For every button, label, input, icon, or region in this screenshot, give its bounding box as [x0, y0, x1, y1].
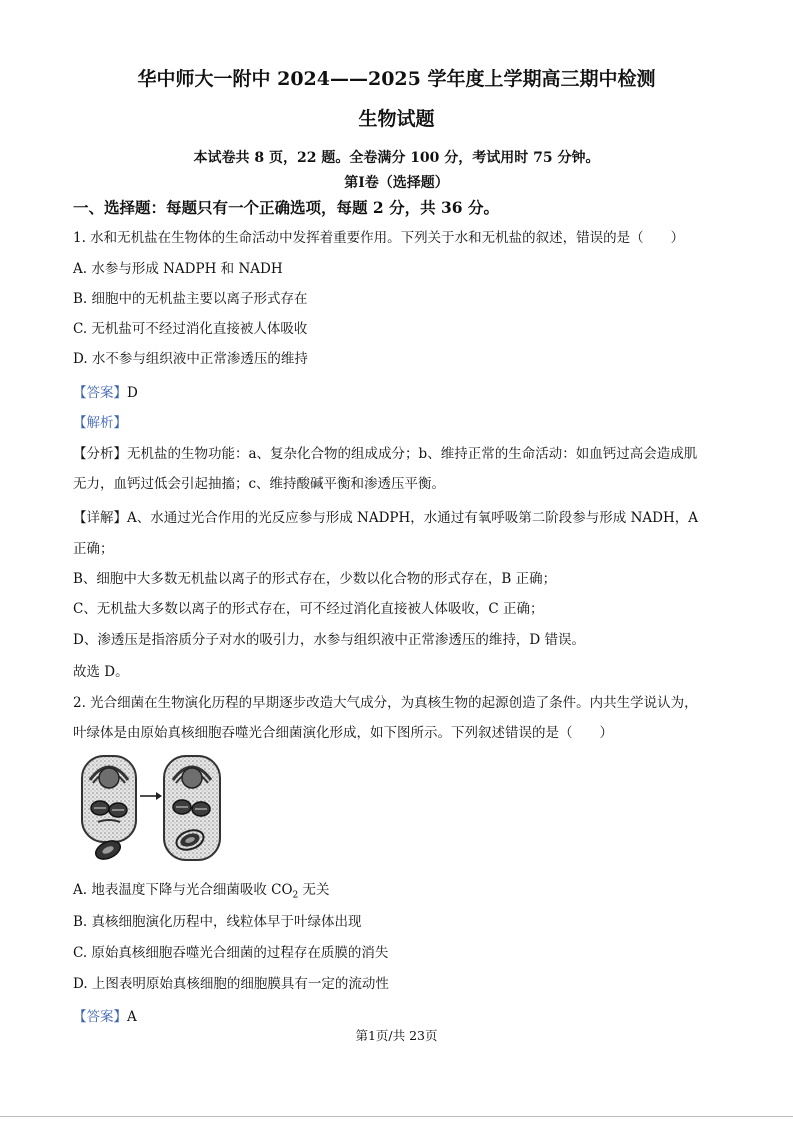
q1-conclusion: 故选 D。 — [73, 664, 129, 680]
q1-option-c: C. 无机盐可不经过消化直接被人体吸收 — [73, 321, 308, 337]
q2-option-d: D. 上图表明原始真核细胞的细胞膜具有一定的流动性 — [73, 976, 389, 992]
q1-xiangjie-1 — [73, 506, 698, 526]
q2-option-a-text-end: 无关 — [298, 882, 330, 898]
exam-info: 本试卷共 8 页，22 题。全卷满分 100 分，考试用时 75 分钟。 — [193, 150, 600, 166]
q1-stem: 1. 水和无机盐在生物体的生命活动中发挥着重要作用。下列关于水和无机盐的叙述，错误的是（ ） — [73, 230, 685, 246]
q1-answer-line — [73, 381, 138, 401]
analysis-tag: 【解析】 — [73, 415, 127, 431]
q1-answer: D — [127, 385, 138, 401]
fenxi-text-1: 无机盐的生物功能：a、复杂化合物的组成成分；b、维持正常的生命活动：如血钙过高会造成肌 — [127, 446, 698, 462]
q2-option-a — [73, 878, 330, 901]
subject-title: 生物试题 — [358, 108, 435, 130]
q1-option-a: A. 水参与形成 NADPH 和 NADH — [73, 261, 283, 277]
q2-stem-1: 2. 光合细菌在生物演化历程的早期逐步改造大气成分，为真核生物的起源创造了条件。内共生学说认为， — [73, 695, 698, 711]
q2-option-a-text: A. 地表温度下降与光合细菌吸收 CO — [73, 882, 293, 898]
q2-stem-2: 叶绿体是由原始真核细胞吞噬光合细菌演化形成，如下图所示。下列叙述错误的是（ ） — [73, 725, 613, 741]
q1-xiangjie-d: D、渗透压是指溶质分子对水的吸引力，水参与组织液中正常渗透压的维持，D 错误。 — [73, 632, 585, 648]
section-heading: 一、选择题：每题只有一个正确选项，每题 2 分，共 36 分。 — [73, 198, 499, 217]
volume-title: 第Ⅰ卷（选择题） — [344, 175, 449, 191]
endosymbiosis-diagram — [76, 752, 226, 864]
xiangjie-tag: 【详解】 — [73, 510, 127, 526]
eukaryote-with-chloroplast-cell — [164, 756, 220, 860]
q1-option-b: B. 细胞中的无机盐主要以离子形式存在 — [73, 291, 308, 307]
answer-tag: 【答案】 — [73, 385, 127, 401]
q1-option-d: D. 水不参与组织液中正常渗透压的维持 — [73, 351, 308, 367]
fenxi-tag: 【分析】 — [73, 446, 127, 462]
page-number: 第1页/共 23页 — [355, 1028, 438, 1043]
q2-answer-line — [73, 1005, 137, 1025]
q2-option-c: C. 原始真核细胞吞噬光合细菌的过程存在质膜的消失 — [73, 945, 389, 961]
xiangjie-text-1: A、水通过光合作用的光反应参与形成 NADPH，水通过有氧呼吸第二阶段参与形成 NADH，A — [127, 510, 698, 526]
q1-fenxi-2: 无力，血钙过低会引起抽搐；c、维持酸碱平衡和渗透压平衡。 — [73, 476, 446, 492]
arrow-icon — [140, 792, 162, 800]
q1-xiangjie-2: 正确； — [73, 541, 114, 557]
page-bottom-rule — [0, 1116, 793, 1117]
primitive-eukaryote-cell — [82, 756, 136, 842]
q1-fenxi-1 — [73, 442, 697, 462]
answer-tag: 【答案】 — [73, 1009, 127, 1025]
q2-option-b: B. 真核细胞演化历程中，线粒体早于叶绿体出现 — [73, 914, 362, 930]
q2-option-a-subscript: 2 — [292, 890, 299, 901]
q2-answer: A — [127, 1009, 137, 1025]
q1-xiangjie-c: C、无机盐大多数以离子的形式存在，可不经过消化直接被人体吸收，C 正确； — [73, 601, 544, 617]
exam-title: 华中师大一附中 2024——2025 学年度上学期高三期中检测 — [137, 68, 656, 90]
q1-xiangjie-b: B、细胞中大多数无机盐以离子的形式存在，少数以化合物的形式存在，B 正确； — [73, 571, 557, 587]
